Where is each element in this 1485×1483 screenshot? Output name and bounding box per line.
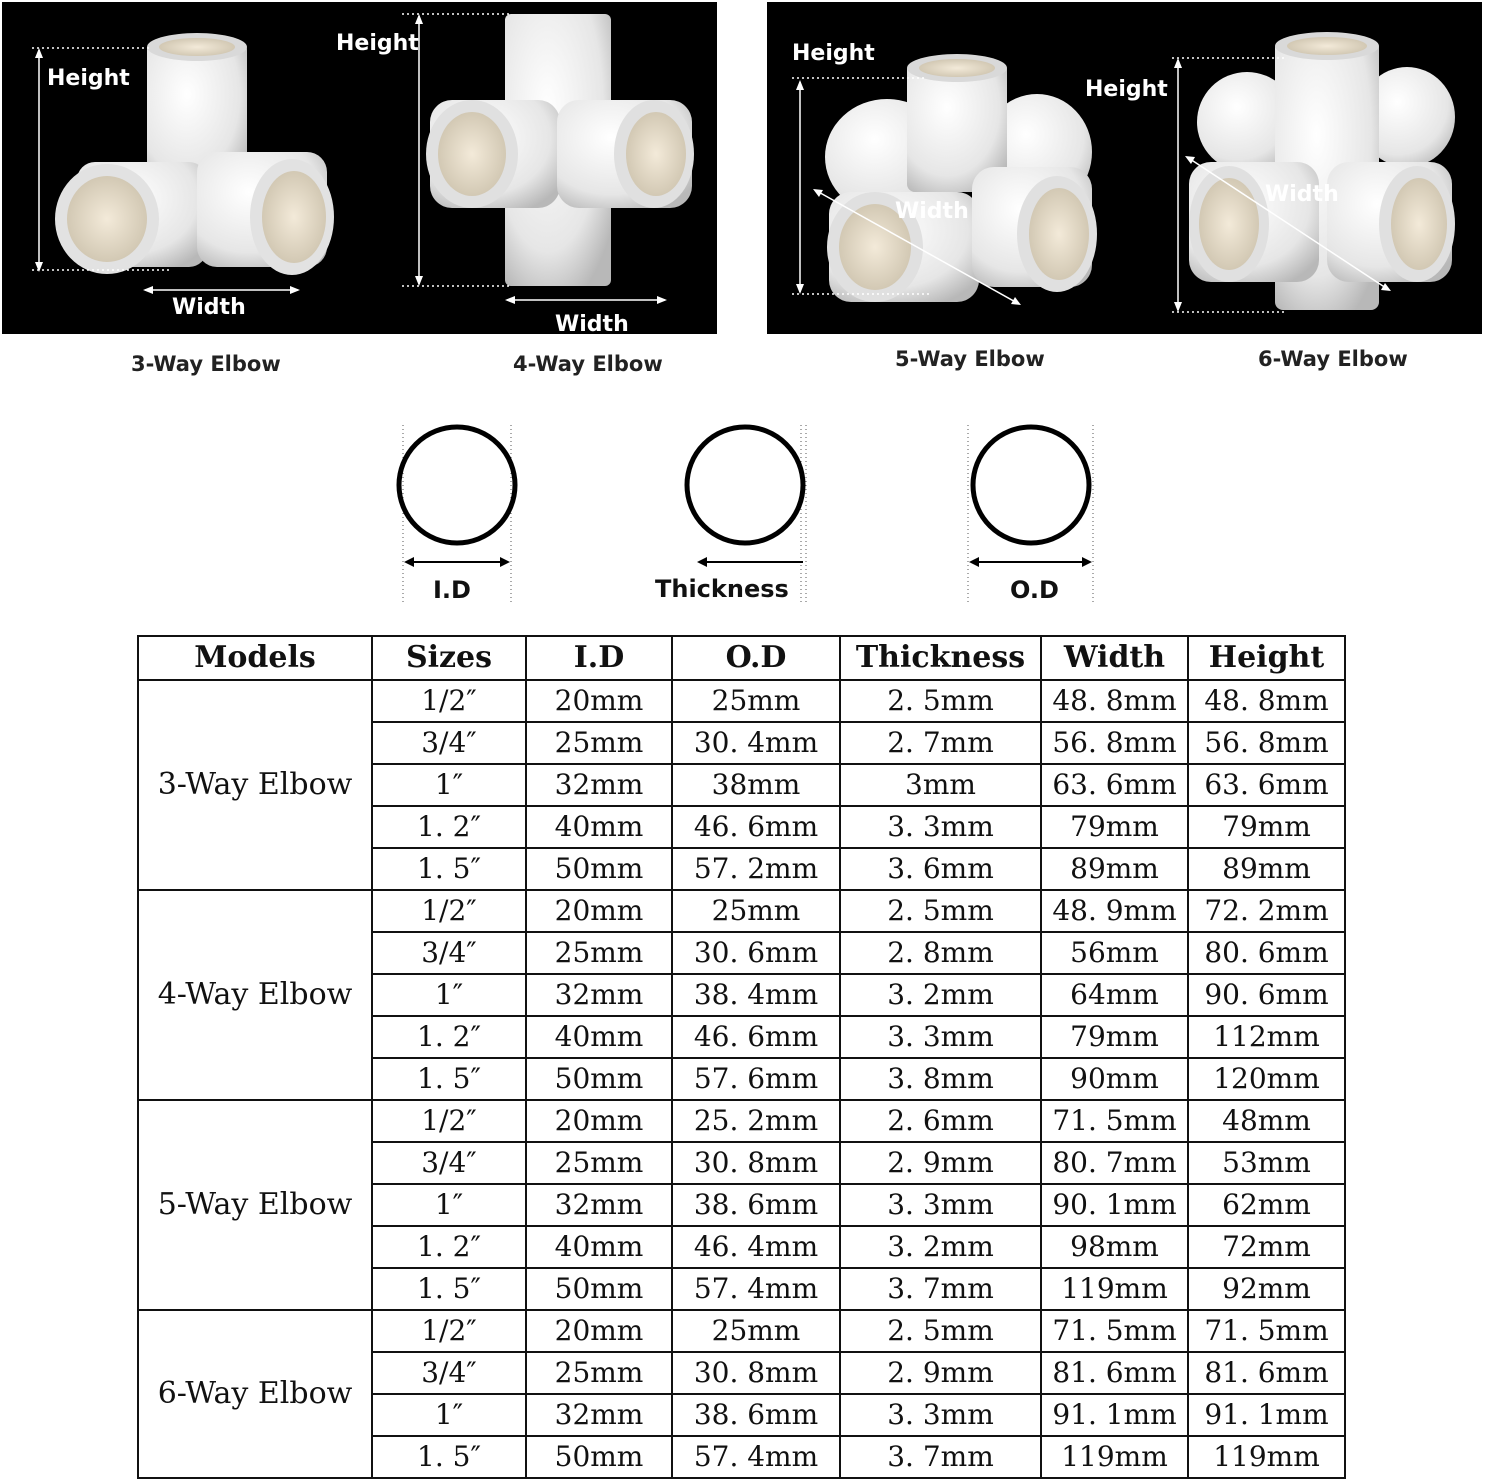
- thickness-label: Thickness: [655, 575, 789, 603]
- outer-diameter-cell: 38. 4mm: [672, 974, 840, 1016]
- thickness-cell: 3. 2mm: [840, 1226, 1041, 1268]
- inner-diameter-cell: 25mm: [526, 932, 672, 974]
- height-label-3way: Height: [47, 66, 130, 91]
- outer-diameter-cell: 30. 8mm: [672, 1142, 840, 1184]
- size-cell: 1/2″: [372, 1100, 526, 1142]
- height-cell: 90. 6mm: [1188, 974, 1345, 1016]
- size-cell: 3/4″: [372, 722, 526, 764]
- width-label-5way: Width: [895, 199, 969, 224]
- height-cell: 53mm: [1188, 1142, 1345, 1184]
- thickness-cell: 3. 2mm: [840, 974, 1041, 1016]
- width-cell: 119mm: [1041, 1268, 1188, 1310]
- table-row: [138, 680, 1345, 722]
- model-name-cell: 6-Way Elbow: [138, 1310, 372, 1478]
- size-cell: 3/4″: [372, 1142, 526, 1184]
- height-cell: 72mm: [1188, 1226, 1345, 1268]
- inner-diameter-cell: 50mm: [526, 848, 672, 890]
- width-cell: 71. 5mm: [1041, 1310, 1188, 1352]
- header-height: Height: [1188, 636, 1345, 680]
- thickness-cell: 3. 3mm: [840, 806, 1041, 848]
- photo-5way-6way: [767, 2, 1482, 334]
- table-row: [138, 1310, 1345, 1352]
- inner-diameter-cell: 50mm: [526, 1436, 672, 1478]
- size-cell: 1. 5″: [372, 1058, 526, 1100]
- width-cell: 91. 1mm: [1041, 1394, 1188, 1436]
- inner-diameter-cell: 40mm: [526, 806, 672, 848]
- inner-diameter-cell: 40mm: [526, 1226, 672, 1268]
- thickness-cell: 3. 8mm: [840, 1058, 1041, 1100]
- inner-diameter-ring: [399, 427, 515, 543]
- height-label-5way: Height: [792, 41, 875, 66]
- model-name-cell: 5-Way Elbow: [138, 1100, 372, 1310]
- inner-diameter-cell: 25mm: [526, 1352, 672, 1394]
- four-way-fitting: [426, 14, 694, 286]
- outer-diameter-cell: 30. 8mm: [672, 1352, 840, 1394]
- header-outer-diameter: O.D: [672, 636, 840, 680]
- inner-diameter-cell: 32mm: [526, 1394, 672, 1436]
- thickness-cell: 3. 6mm: [840, 848, 1041, 890]
- height-cell: 62mm: [1188, 1184, 1345, 1226]
- table-row: [138, 1100, 1345, 1142]
- size-cell: 1. 2″: [372, 806, 526, 848]
- size-cell: 1″: [372, 1394, 526, 1436]
- height-cell: 79mm: [1188, 806, 1345, 848]
- specification-table: [137, 635, 1346, 1479]
- thickness-cell: 2. 7mm: [840, 722, 1041, 764]
- table-row: [138, 890, 1345, 932]
- thickness-cell: 3. 7mm: [840, 1268, 1041, 1310]
- outer-diameter-cell: 30. 6mm: [672, 932, 840, 974]
- size-cell: 3/4″: [372, 1352, 526, 1394]
- inner-diameter-cell: 32mm: [526, 1184, 672, 1226]
- thickness-cell: 3. 3mm: [840, 1394, 1041, 1436]
- width-cell: 64mm: [1041, 974, 1188, 1016]
- width-label-3way: Width: [172, 295, 246, 320]
- table-body: [138, 680, 1345, 1478]
- width-cell: 48. 9mm: [1041, 890, 1188, 932]
- six-way-fitting: [1189, 32, 1455, 310]
- outer-diameter-cell: 46. 6mm: [672, 1016, 840, 1058]
- inner-diameter-cell: 20mm: [526, 1100, 672, 1142]
- outer-diameter-cell: 38. 6mm: [672, 1184, 840, 1226]
- size-cell: 1″: [372, 1184, 526, 1226]
- width-cell: 79mm: [1041, 806, 1188, 848]
- height-cell: 48mm: [1188, 1100, 1345, 1142]
- thickness-ring: [687, 427, 803, 543]
- width-cell: 98mm: [1041, 1226, 1188, 1268]
- size-cell: 1/2″: [372, 890, 526, 932]
- header-models: Models: [138, 636, 372, 680]
- size-cell: 1/2″: [372, 1310, 526, 1352]
- width-cell: 90. 1mm: [1041, 1184, 1188, 1226]
- size-cell: 1. 2″: [372, 1016, 526, 1058]
- outer-diameter-ring: [973, 427, 1089, 543]
- width-cell: 90mm: [1041, 1058, 1188, 1100]
- height-cell: 80. 6mm: [1188, 932, 1345, 974]
- inner-diameter-cell: 32mm: [526, 764, 672, 806]
- width-cell: 56mm: [1041, 932, 1188, 974]
- inner-diameter-label: I.D: [433, 576, 471, 604]
- five-way-fitting: [825, 54, 1097, 302]
- model-name-cell: 3-Way Elbow: [138, 680, 372, 890]
- height-cell: 71. 5mm: [1188, 1310, 1345, 1352]
- width-cell: 48. 8mm: [1041, 680, 1188, 722]
- size-cell: 1/2″: [372, 680, 526, 722]
- outer-diameter-cell: 30. 4mm: [672, 722, 840, 764]
- inner-diameter-cell: 50mm: [526, 1268, 672, 1310]
- header-width: Width: [1041, 636, 1188, 680]
- outer-diameter-cell: 25mm: [672, 890, 840, 932]
- width-cell: 81. 6mm: [1041, 1352, 1188, 1394]
- inner-diameter-cell: 20mm: [526, 680, 672, 722]
- outer-diameter-cell: 57. 4mm: [672, 1268, 840, 1310]
- height-cell: 81. 6mm: [1188, 1352, 1345, 1394]
- caption-3way-elbow: 3-Way Elbow: [131, 352, 281, 376]
- thickness-cell: 2. 9mm: [840, 1352, 1041, 1394]
- caption-5way-elbow: 5-Way Elbow: [895, 347, 1045, 371]
- inner-diameter-cell: 20mm: [526, 1310, 672, 1352]
- caption-6way-elbow: 6-Way Elbow: [1258, 347, 1408, 371]
- thickness-cell: 3. 7mm: [840, 1436, 1041, 1478]
- height-cell: 56. 8mm: [1188, 722, 1345, 764]
- header-thickness: Thickness: [840, 636, 1041, 680]
- height-cell: 91. 1mm: [1188, 1394, 1345, 1436]
- height-cell: 63. 6mm: [1188, 764, 1345, 806]
- width-label-4way: Width: [555, 312, 629, 334]
- thickness-cell: 2. 9mm: [840, 1142, 1041, 1184]
- width-cell: 119mm: [1041, 1436, 1188, 1478]
- size-cell: 1. 5″: [372, 1436, 526, 1478]
- width-cell: 79mm: [1041, 1016, 1188, 1058]
- height-cell: 119mm: [1188, 1436, 1345, 1478]
- outer-diameter-cell: 25mm: [672, 680, 840, 722]
- inner-diameter-cell: 32mm: [526, 974, 672, 1016]
- outer-diameter-cell: 38mm: [672, 764, 840, 806]
- outer-diameter-cell: 46. 4mm: [672, 1226, 840, 1268]
- width-cell: 71. 5mm: [1041, 1100, 1188, 1142]
- elbow-illustration-left: [2, 2, 717, 334]
- size-cell: 1. 5″: [372, 848, 526, 890]
- outer-diameter-label: O.D: [1010, 576, 1059, 604]
- thickness-cell: 3. 3mm: [840, 1016, 1041, 1058]
- model-name-cell: 4-Way Elbow: [138, 890, 372, 1100]
- photo-3way-4way: [2, 2, 717, 334]
- inner-diameter-cell: 25mm: [526, 722, 672, 764]
- outer-diameter-cell: 38. 6mm: [672, 1394, 840, 1436]
- size-cell: 3/4″: [372, 932, 526, 974]
- caption-4way-elbow: 4-Way Elbow: [513, 352, 663, 376]
- height-cell: 112mm: [1188, 1016, 1345, 1058]
- size-cell: 1″: [372, 764, 526, 806]
- outer-diameter-cell: 25. 2mm: [672, 1100, 840, 1142]
- elbow-illustration-right: [767, 2, 1482, 334]
- thickness-cell: 2. 5mm: [840, 890, 1041, 932]
- thickness-cell: 2. 5mm: [840, 1310, 1041, 1352]
- width-label-6way: Width: [1265, 182, 1339, 207]
- width-cell: 89mm: [1041, 848, 1188, 890]
- thickness-cell: 3. 3mm: [840, 1184, 1041, 1226]
- header-inner-diameter: I.D: [526, 636, 672, 680]
- thickness-cell: 3mm: [840, 764, 1041, 806]
- outer-diameter-cell: 57. 6mm: [672, 1058, 840, 1100]
- size-cell: 1. 2″: [372, 1226, 526, 1268]
- height-label-6way: Height: [1085, 77, 1168, 102]
- outer-diameter-cell: 57. 4mm: [672, 1436, 840, 1478]
- height-cell: 89mm: [1188, 848, 1345, 890]
- outer-diameter-cell: 46. 6mm: [672, 806, 840, 848]
- inner-diameter-cell: 25mm: [526, 1142, 672, 1184]
- inner-diameter-cell: 20mm: [526, 890, 672, 932]
- size-cell: 1″: [372, 974, 526, 1016]
- table-header-row: [138, 636, 1345, 680]
- header-sizes: Sizes: [372, 636, 526, 680]
- height-cell: 48. 8mm: [1188, 680, 1345, 722]
- thickness-cell: 2. 8mm: [840, 932, 1041, 974]
- width-cell: 63. 6mm: [1041, 764, 1188, 806]
- height-cell: 92mm: [1188, 1268, 1345, 1310]
- thickness-cell: 2. 5mm: [840, 680, 1041, 722]
- size-cell: 1. 5″: [372, 1268, 526, 1310]
- inner-diameter-cell: 50mm: [526, 1058, 672, 1100]
- height-cell: 120mm: [1188, 1058, 1345, 1100]
- thickness-cell: 2. 6mm: [840, 1100, 1041, 1142]
- outer-diameter-cell: 25mm: [672, 1310, 840, 1352]
- height-label-4way: Height: [336, 31, 419, 56]
- height-cell: 72. 2mm: [1188, 890, 1345, 932]
- outer-diameter-cell: 57. 2mm: [672, 848, 840, 890]
- width-cell: 56. 8mm: [1041, 722, 1188, 764]
- width-cell: 80. 7mm: [1041, 1142, 1188, 1184]
- inner-diameter-cell: 40mm: [526, 1016, 672, 1058]
